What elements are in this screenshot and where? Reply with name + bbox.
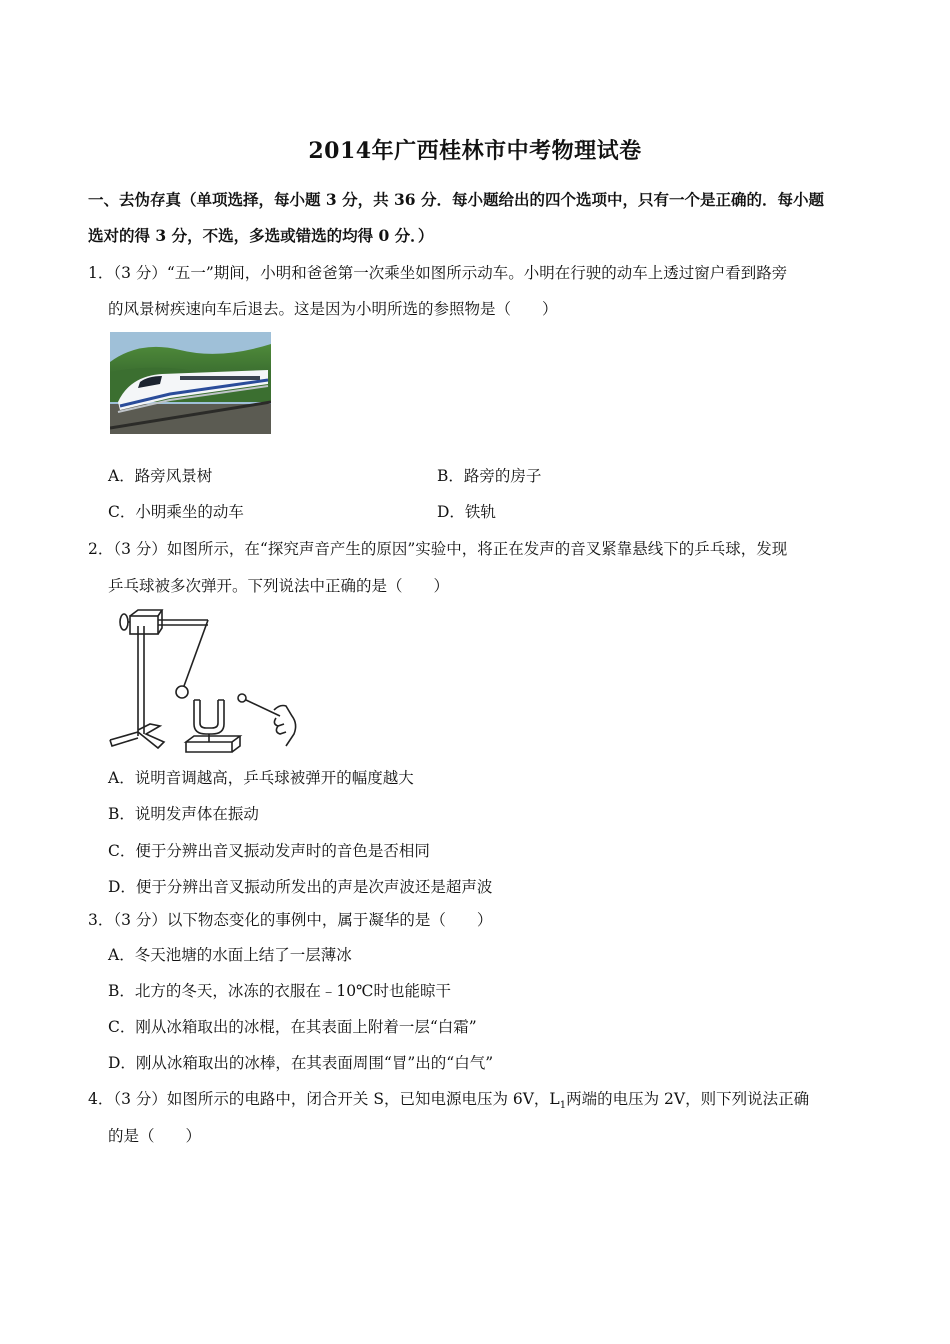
q2-tuning-fork-diagram xyxy=(108,606,303,754)
q4-stem-part1: 4．（3 分）如图所示的电路中，闭合开关 S，已知电源电压为 6V，L xyxy=(88,1090,560,1108)
q4-subscript: 1 xyxy=(559,1100,567,1112)
q3-option-c: C．刚从冰箱取出的冰棍，在其表面上附着一层“白霜” xyxy=(108,1018,477,1036)
section-heading-line1: 一、去伪存真（单项选择，每小题 3 分，共 36 分．每小题给出的四个选项中，只有一个是正确的．每小题 xyxy=(88,190,824,209)
q3-stem: 3．（3 分）以下物态变化的事例中，属于凝华的是（ ） xyxy=(88,911,493,929)
q1-option-d: D．铁轨 xyxy=(437,503,496,521)
q2-option-a: A．说明音调越高，乒乓球被弹开的幅度越大 xyxy=(108,769,414,787)
q3-option-b: B．北方的冬天，冰冻的衣服在﹣10℃时也能晾干 xyxy=(108,982,451,1000)
q1-stem-line2: 的风景树疾速向车后退去。这是因为小明所选的参照物是（ ） xyxy=(108,300,558,318)
section-heading-line2: 选对的得 3 分，不选，多选或错选的均得 0 分．） xyxy=(88,226,434,245)
q4-stem-line1 xyxy=(88,1089,809,1116)
q2-stem-line2: 乒乓球被多次弹开。下列说法中正确的是（ ） xyxy=(108,577,450,595)
exam-title: 2014年广西桂林市中考物理试卷 xyxy=(308,138,642,164)
q1-stem-line1: 1．（3 分）“五一”期间，小明和爸爸第一次乘坐如图所示动车。小明在行驶的动车上透过窗户看到路旁 xyxy=(88,264,788,282)
q2-option-c: C．便于分辨出音叉振动发声时的音色是否相同 xyxy=(108,842,430,860)
q2-option-d: D．便于分辨出音叉振动所发出的声是次声波还是超声波 xyxy=(108,878,493,896)
q1-option-a: A．路旁风景树 xyxy=(108,467,213,485)
q1-option-c: C．小明乘坐的动车 xyxy=(108,503,244,521)
q2-stem-line1: 2．（3 分）如图所示，在“探究声音产生的原因”实验中，将正在发声的音叉紧靠悬线下的乒乓球，发现 xyxy=(88,540,788,558)
q1-option-b: B．路旁的房子 xyxy=(437,467,542,485)
q2-option-b: B．说明发声体在振动 xyxy=(108,805,259,823)
q3-option-d: D．刚从冰箱取出的冰棒，在其表面周围“冒”出的“白气” xyxy=(108,1054,494,1072)
q3-option-a: A．冬天池塘的水面上结了一层薄冰 xyxy=(108,946,352,964)
q4-stem-line2: 的是（ ） xyxy=(108,1127,202,1145)
q4-stem-part2: 两端的电压为 2V，则下列说法正确 xyxy=(566,1090,810,1108)
section-heading xyxy=(88,182,868,254)
q1-train-image xyxy=(110,332,271,434)
